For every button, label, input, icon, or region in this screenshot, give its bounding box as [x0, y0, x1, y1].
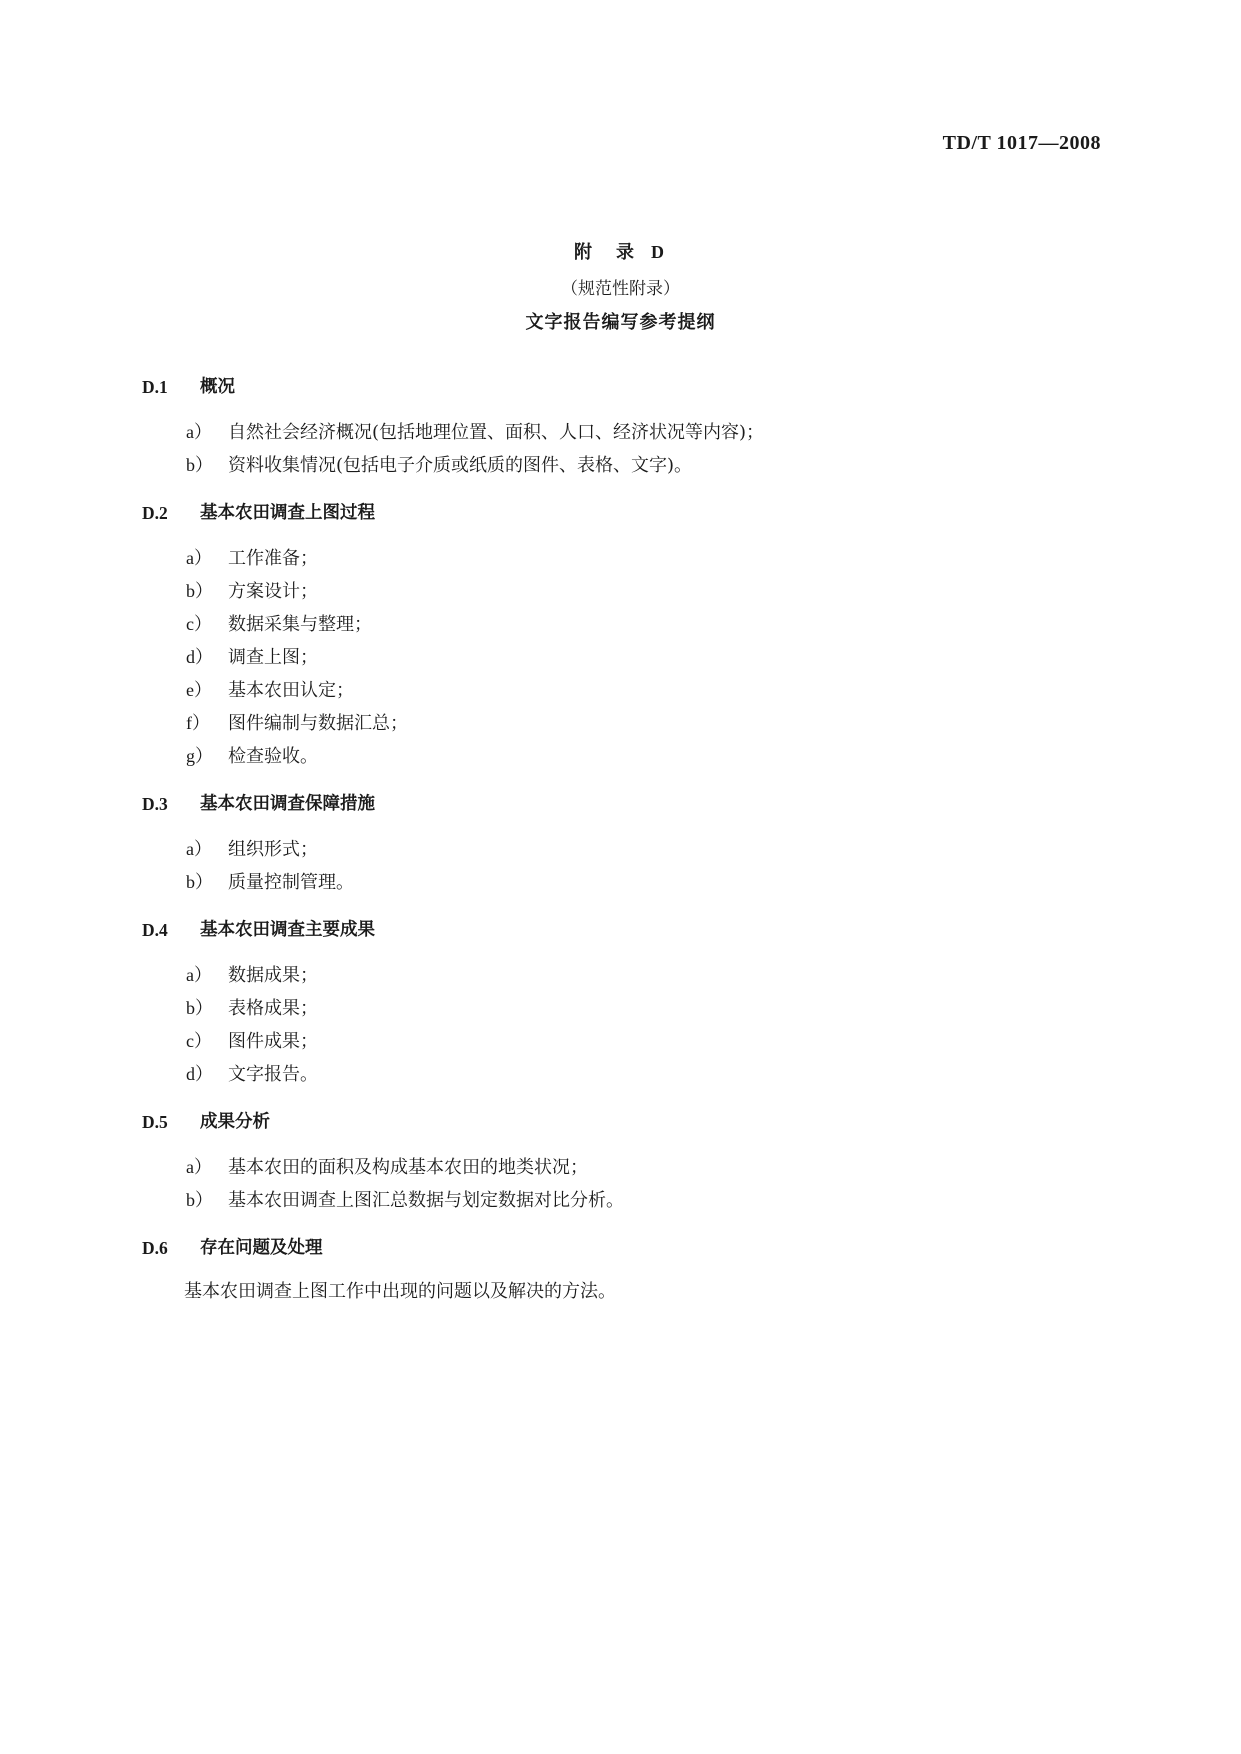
item-marker: b）: [186, 455, 213, 475]
section-title: 概况: [200, 377, 235, 397]
item-marker: g）: [186, 746, 213, 766]
item-text: 检查验收。: [228, 746, 318, 767]
item-marker: d）: [186, 1064, 213, 1084]
item-text: 表格成果；: [228, 998, 318, 1019]
section-title: 成果分析: [200, 1112, 270, 1132]
standard-code: TD/T 1017—2008: [942, 132, 1101, 154]
item-text: 图件成果；: [228, 1031, 318, 1052]
item-text: 自然社会经济概况(包括地理位置、面积、人口、经济状况等内容)；: [228, 422, 765, 443]
appendix-type: （规范性附录）: [561, 279, 680, 299]
section-number: D.6: [142, 1238, 168, 1258]
list-item: [142, 1025, 1102, 1058]
list-item: [142, 833, 1102, 866]
list-item: [142, 641, 1102, 674]
list-item: [142, 449, 1102, 482]
item-text: 基本农田的面积及构成基本农田的地类状况；: [228, 1157, 588, 1178]
item-text: 调查上图；: [228, 647, 318, 668]
item-list: [142, 833, 1102, 899]
item-marker: a）: [186, 422, 212, 442]
item-text: 方案设计；: [228, 581, 318, 602]
item-list: [142, 959, 1102, 1091]
item-marker: a）: [186, 839, 212, 859]
section-title: 基本农田调查上图过程: [200, 503, 375, 523]
list-item: [142, 608, 1102, 641]
list-item: [142, 674, 1102, 707]
list-item: [142, 542, 1102, 575]
item-marker: b）: [186, 998, 213, 1018]
list-item: [142, 1058, 1102, 1091]
section-title: 基本农田调查主要成果: [200, 920, 375, 940]
list-item: [142, 1184, 1102, 1217]
section-paragraph: 基本农田调查上图工作中出现的问题以及解决的方法。: [184, 1281, 616, 1302]
appendix-name: 文字报告编写参考提纲: [525, 312, 716, 333]
section-d1: [142, 370, 1102, 482]
list-item: [142, 1151, 1102, 1184]
item-text: 组织形式；: [228, 839, 318, 860]
item-text: 文字报告。: [228, 1064, 318, 1085]
item-marker: b）: [186, 581, 213, 601]
list-item: [142, 992, 1102, 1025]
section-number: D.5: [142, 1112, 168, 1132]
item-marker: b）: [186, 872, 213, 892]
item-marker: a）: [186, 965, 212, 985]
item-marker: e）: [186, 680, 212, 700]
section-number: D.2: [142, 503, 168, 523]
section-heading: [142, 1105, 1102, 1139]
section-d4: [142, 913, 1102, 1091]
section-heading: [142, 913, 1102, 947]
item-text: 质量控制管理。: [228, 872, 354, 893]
section-d5: [142, 1105, 1102, 1217]
section-number: D.3: [142, 794, 168, 814]
item-list: [142, 542, 1102, 773]
appendix-title: [0, 238, 1241, 268]
section-title: 存在问题及处理: [200, 1238, 323, 1258]
list-item: [142, 575, 1102, 608]
section-d3: [142, 787, 1102, 899]
section-d2: [142, 496, 1102, 773]
appendix-title-prefix: 附 录: [574, 242, 637, 263]
item-text: 工作准备；: [228, 548, 318, 569]
item-marker: a）: [186, 1157, 212, 1177]
list-item: [142, 740, 1102, 773]
item-marker: d）: [186, 647, 213, 667]
section-heading: [142, 496, 1102, 530]
section-heading: [142, 370, 1102, 404]
document-body: [142, 370, 1102, 1308]
list-item: [142, 959, 1102, 992]
item-text: 基本农田认定；: [228, 680, 354, 701]
section-number: D.4: [142, 920, 168, 940]
list-item: [142, 866, 1102, 899]
section-heading: [142, 1231, 1102, 1265]
item-text: 基本农田调查上图汇总数据与划定数据对比分析。: [228, 1190, 624, 1211]
item-text: 数据成果；: [228, 965, 318, 986]
section-title: 基本农田调查保障措施: [200, 794, 375, 814]
list-item: [142, 416, 1102, 449]
item-marker: a）: [186, 548, 212, 568]
item-marker: c）: [186, 1031, 212, 1051]
appendix-letter: D: [651, 242, 667, 262]
item-marker: c）: [186, 614, 212, 634]
item-marker: f）: [186, 713, 210, 733]
item-text: 图件编制与数据汇总；: [228, 713, 408, 734]
section-number: D.1: [142, 377, 168, 397]
section-d6: [142, 1231, 1102, 1308]
item-list: [142, 1151, 1102, 1217]
item-list: [142, 416, 1102, 482]
item-text: 数据采集与整理；: [228, 614, 372, 635]
appendix-header: [0, 238, 1241, 334]
section-heading: [142, 787, 1102, 821]
item-text: 资料收集情况(包括电子介质或纸质的图件、表格、文字)。: [228, 455, 693, 476]
item-marker: b）: [186, 1190, 213, 1210]
list-item: [142, 707, 1102, 740]
